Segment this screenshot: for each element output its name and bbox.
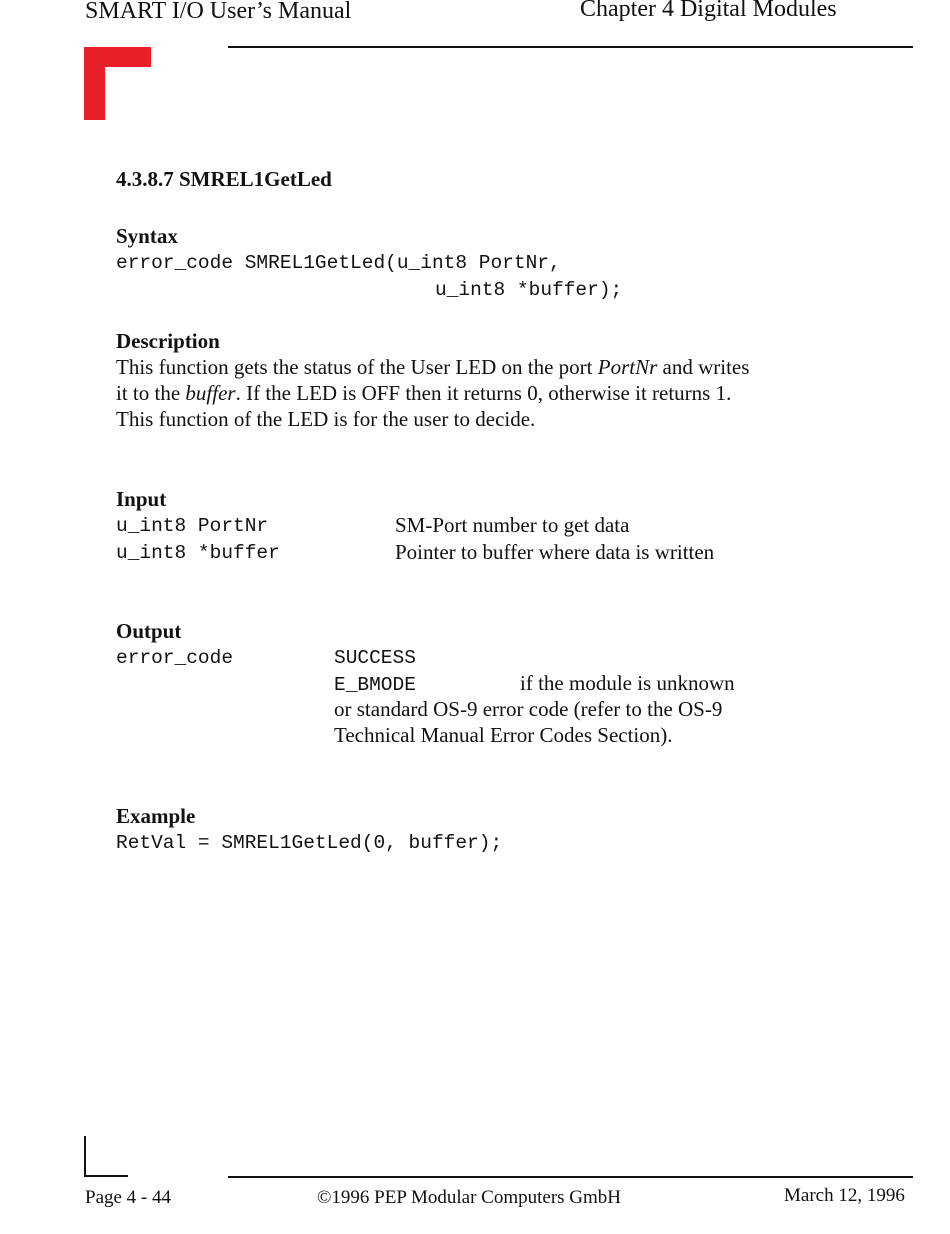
output-heading: Output [116,619,182,643]
footer-corner-mark-vertical [84,1136,86,1176]
description-line-3: This function of the LED is for the user to decide. [116,407,536,431]
description-line-1: This function gets the status of the User LED on the port PortNr and writes [116,355,750,379]
output-note-line-2: Technical Manual Error Codes Section). [334,723,673,747]
param-buffer-ref: buffer [185,381,236,405]
input-heading: Input [116,487,167,511]
example-heading: Example [116,804,196,828]
description-heading: Description [116,329,220,353]
output-e-bmode-desc: if the module is unknown [520,671,735,695]
output-success: SUCCESS [334,647,416,669]
footer-corner-mark-horizontal [84,1175,128,1177]
syntax-heading: Syntax [116,224,178,248]
syntax-line-1: error_code SMREL1GetLed(u_int8 PortNr, [116,252,561,274]
output-e-bmode: E_BMODE [334,674,416,696]
header-rule [228,46,913,48]
example-code: RetVal = SMREL1GetLed(0, buffer); [116,832,503,854]
output-name: error_code [116,647,234,669]
footer-page-number: Page 4 - 44 [85,1187,172,1208]
footer-date: March 12, 1996 [784,1185,905,1206]
running-header-manual-title: SMART I/O User’s Manual [85,0,352,24]
running-header-chapter-title: Chapter 4 Digital Modules [580,0,837,22]
input-param-name: u_int8 *buffer [116,542,280,564]
footer-rule [228,1176,913,1178]
input-param-desc: Pointer to buffer where data is written [395,540,715,564]
input-param-name: u_int8 PortNr [116,515,269,537]
section-title: 4.3.8.7 SMREL1GetLed [116,167,332,191]
footer-copyright: ©1996 PEP Modular Computers GmbH [317,1187,622,1208]
syntax-line-2: u_int8 *buffer); [435,279,623,301]
corner-mark-side-bar [84,47,105,120]
param-portnr-ref: PortNr [597,355,658,379]
description-line-2: it to the buffer. If the LED is OFF then it returns 0, otherwise it returns 1. [116,381,732,405]
output-note-line-1: or standard OS-9 error code (refer to the OS-9 [334,697,723,721]
input-param-desc: SM-Port number to get data [395,513,630,537]
